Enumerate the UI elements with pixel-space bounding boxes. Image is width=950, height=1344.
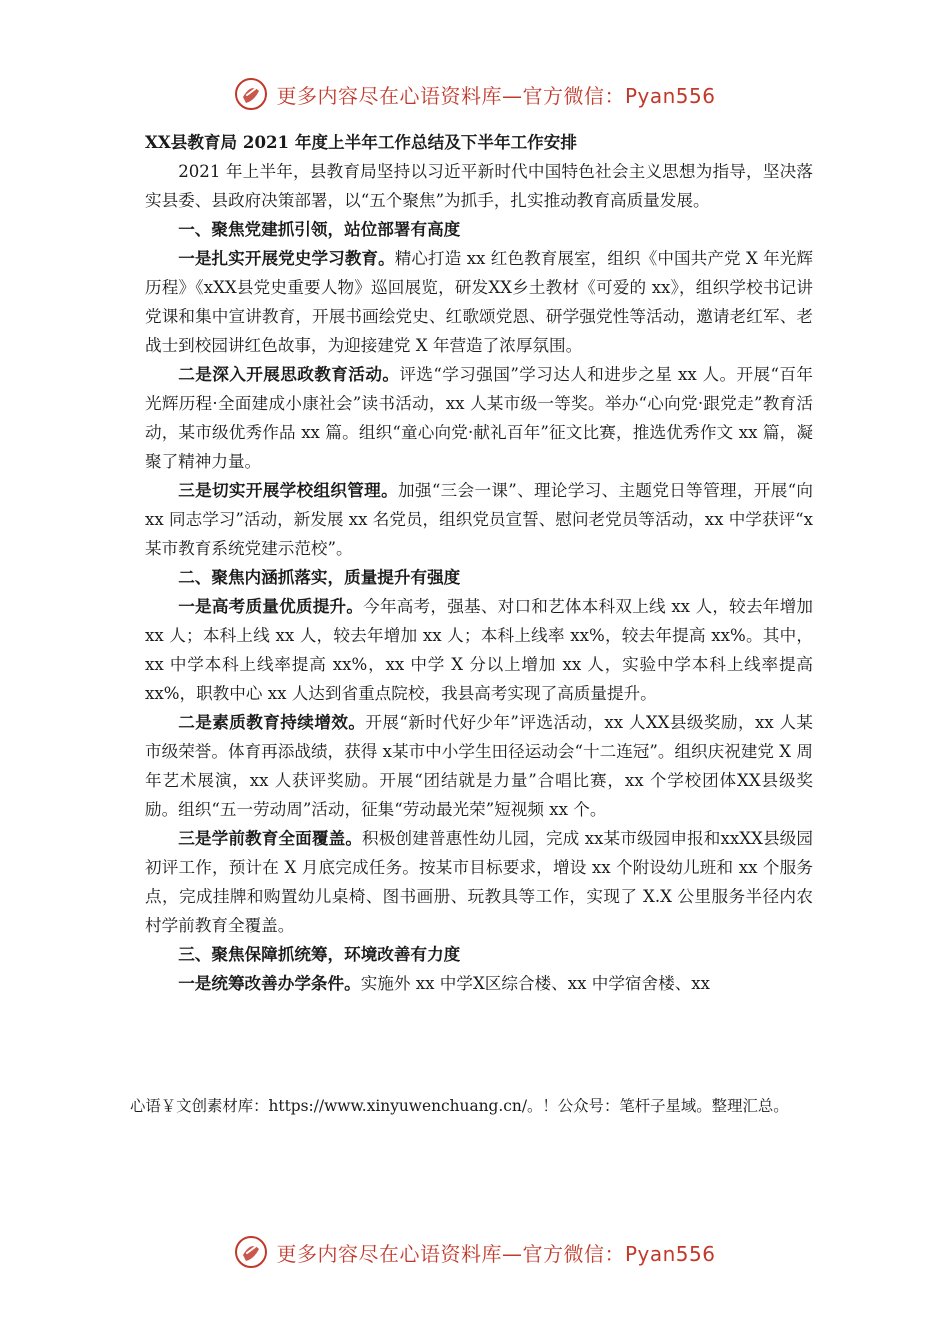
source-footer-line: 心语￥文创素材库：https://www.xinyuwenchuang.cn/。！公众号：笔杆子星域。整理汇总。 bbox=[130, 1097, 789, 1115]
section-paragraph bbox=[145, 476, 813, 563]
section-heading: 一、聚焦党建抓引领，站位部署有高度 bbox=[178, 219, 461, 239]
watermark-text: 更多内容尽在心语资料库—官方微信：Pyan556 bbox=[276, 83, 716, 108]
paragraph-lead: 一是统筹改善办学条件。 bbox=[178, 973, 361, 993]
paragraph-text: 实施外 xx 中学X区综合楼、xx 中学宿舍楼、xx bbox=[360, 974, 711, 993]
brand-logo-icon bbox=[234, 77, 268, 111]
watermark-banner-top bbox=[0, 74, 950, 114]
section-paragraph bbox=[145, 969, 813, 998]
brand-logo-icon bbox=[234, 1235, 268, 1269]
section-paragraph bbox=[145, 360, 813, 476]
section-paragraph bbox=[145, 824, 813, 940]
paragraph-lead: 一是高考质量优质提升。 bbox=[178, 596, 364, 616]
paragraph-lead: 三是学前教育全面覆盖。 bbox=[178, 828, 363, 848]
paragraph-lead: 二是深入开展思政教育活动。 bbox=[178, 364, 400, 384]
paragraph-lead: 一是扎实开展党史学习教育。 bbox=[178, 248, 395, 268]
watermark-text: 更多内容尽在心语资料库—官方微信：Pyan556 bbox=[276, 1241, 716, 1266]
section-paragraph bbox=[145, 244, 813, 360]
paragraph-text: 积极创建普惠性幼儿园，完成 xx某市级园申报和xxXX县级园初评工作，预计在 X 月底完成任务。按某市目标要求，增设 xx 个附设幼儿班和 xx 个服务点，完成挂牌和购置幼儿桌椅、图书画册、玩教具等工作，实现了 X.X 公里服务半径内农村学前教育全覆盖。 bbox=[145, 829, 813, 935]
section-paragraph bbox=[145, 708, 813, 824]
section-heading: 二、聚焦内涵抓落实，质量提升有强度 bbox=[178, 567, 461, 587]
paragraph-text: 加强“三会一课”、理论学习、主题党日等管理，开展“向 xx 同志学习”活动，新发展 xx 名党员，组织党员宣誓、慰问老党员等活动，xx 中学获评“x某市教育系统党建示范校”。 bbox=[145, 481, 814, 558]
document-body bbox=[145, 128, 813, 998]
intro-paragraph: 2021 年上半年，县教育局坚持以习近平新时代中国特色社会主义思想为指导，坚决落实县委、县政府决策部署，以“五个聚焦”为抓手，扎实推动教育高质量发展。 bbox=[145, 162, 813, 210]
paragraph-text: 精心打造 xx 红色教育展室，组织《中国共产党 X 年光辉历程》《xXX县党史重要人物》巡回展览，研发XX乡土教材《可爱的 xx》，组织学校书记讲党课和集中宣讲教育，开展书画绘党史、红歌颂党恩、研学强党性等活动，邀请老红军、老战士到校园讲红色故事，为迎接建党 X 年营造了浓厚氛围。 bbox=[145, 249, 813, 355]
section-heading: 三、聚焦保障抓统筹，环境改善有力度 bbox=[178, 944, 461, 964]
paragraph-text: 今年高考，强基、对口和艺体本科双上线 xx 人，较去年增加 xx 人；本科上线 xx 人，较去年增加 xx 人；本科上线率 xx%，较去年提高 xx%。其中，xx 中学本科上线率提高 xx%，xx 中学 X 分以上增加 xx 人，实验中学本科上线率提高 xx%，职教中心 xx 人达到省重点院校，我县高考实现了高质量提升。 bbox=[145, 597, 814, 703]
watermark-banner-bottom bbox=[0, 1232, 950, 1272]
paragraph-lead: 三是切实开展学校组织管理。 bbox=[178, 480, 399, 500]
paragraph-lead: 二是素质教育持续增效。 bbox=[178, 712, 366, 732]
section-paragraph bbox=[145, 592, 813, 708]
paragraph-text: 评选“学习强国”学习达人和进步之星 xx 人。开展“百年光辉历程·全面建成小康社会”读书活动，xx 人某市级一等奖。举办“心向党·跟党走”教育活动，某市级优秀作品 xx 篇。组织“童心向党·献礼百年”征文比赛，推选优秀作文 xx 篇，凝聚了精神力量。 bbox=[145, 365, 814, 471]
paragraph-text: 开展“新时代好少年”评选活动，xx 人XX县级奖励，xx 人某市级荣誉。体育再添战绩，获得 x某市中小学生田径运动会“十二连冠”。组织庆祝建党 X 周年艺术展演，xx 人获评奖励。开展“团结就是力量”合唱比赛，xx 个学校团体XX县级奖励。组织“五一劳动周”活动，征集“劳动最光荣”短视频 xx 个。 bbox=[145, 713, 813, 819]
document-title: XX县教育局 2021 年度上半年工作总结及下半年工作安排 bbox=[145, 132, 577, 152]
